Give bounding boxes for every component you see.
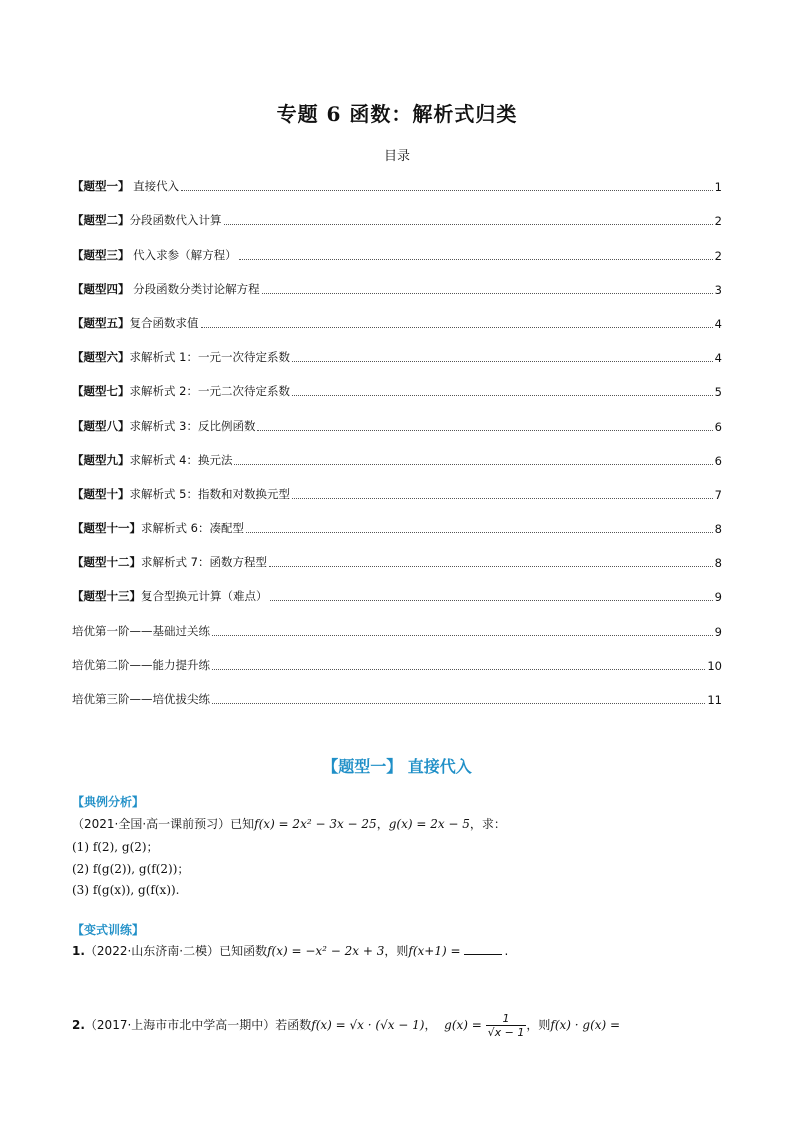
toc-item-text: 求解析式 1：一元一次待定系数 [129,350,290,365]
toc-leader-dots [212,634,713,636]
toc-item-tag: 【题型七】 [72,384,130,399]
toc-item-label [72,383,290,399]
toc-item-page: 8 [714,522,722,537]
example-ask: ，求： [469,817,506,831]
toc-item[interactable] [72,160,722,194]
practice-problem-1 [72,942,508,959]
toc-item-label [72,588,268,604]
toc-leader-dots [212,668,705,670]
toc-leader-dots [212,702,705,704]
example-g: g(x) = 2x − 5 [388,817,470,831]
toc-leader-dots [224,223,713,225]
toc-item-tag: 【题型二】 [72,213,130,228]
page-title: 专题 6 函数：解析式归类 [276,102,518,126]
toc-item-text: 复合函数求值 [129,315,199,330]
example-q2: (2) f(g(2)), g(f(2))； [72,862,190,876]
toc-leader-dots [239,258,713,260]
toc-item-tag: 【题型四】 [72,281,130,296]
p1-text: （2022·山东济南·二模）已知函数 [84,944,268,958]
toc-item-page: 6 [714,419,722,434]
example-problem: （2021·全国·高一课前预习）已知f(x) = 2x² − 3x − 25，g(x) = 2x − 5，求： [72,817,506,831]
toc-item-page: 2 [714,248,722,263]
toc-item-page: 9 [714,590,722,605]
toc-item-text: 求解析式 6：凑配型 [141,521,244,536]
toc-item-page: 4 [714,351,722,366]
toc-item-page: 6 [714,453,722,468]
toc-leader-dots [292,394,713,396]
toc-item[interactable] [72,639,722,673]
p1-math: f(x) = −x² − 2x + 3 [267,944,385,958]
toc-item-label [72,520,244,536]
toc-item-label [72,554,267,570]
toc-item[interactable] [72,263,722,297]
p2-text: （2017·上海市市北中学高一期中）若函数 [84,1018,312,1032]
toc-item-tag: 【题型一】 [72,179,130,194]
toc-item-page: 4 [714,316,722,331]
toc-item-label [72,691,210,707]
toc-item-page: 1 [714,180,722,195]
toc-item-text: 复合型换元计算（难点） [141,589,268,604]
toc-item[interactable] [72,331,722,365]
toc-item-text: 培优第三阶——培优拔尖练 [72,692,210,706]
p1-then: ，则 [384,944,409,958]
toc-item-page: 8 [714,556,722,571]
toc-item-label [72,452,232,468]
p2-then: ，则 [526,1018,551,1032]
toc-item-label [72,486,290,502]
toc-item-label [72,315,199,331]
toc-item[interactable] [72,399,722,433]
example-source: （2021·全国·高一课前预习）已知 [72,817,255,831]
p1-number: 1. [72,944,85,958]
p2-g: g(x) = [444,1018,482,1032]
toc-item-label [72,212,222,228]
toc-item-page: 9 [714,624,722,639]
toc-item-page: 7 [714,487,722,502]
toc-item[interactable] [72,604,722,638]
toc-item-tag: 【题型五】 [72,315,130,330]
toc-item-tag: 【题型十一】 [72,521,141,536]
toc-leader-dots [257,429,712,431]
toc-item-tag: 【题型八】 [72,418,130,433]
toc-leader-dots [201,326,713,328]
toc-item[interactable] [72,297,722,331]
toc-item-text: 求解析式 3：反比例函数 [129,418,256,433]
toc-item-label [72,349,290,365]
toc-item-page: 10 [707,658,722,673]
practice-problem-2: 2.（2017·上海市市北中学高一期中）若函数f(x) = √x · (√x − 1)， g(x) = $\frac{1}{√x - 1}$ ，则f(x) · g(x) = [72,1012,621,1039]
toc-item-page: 11 [707,693,722,707]
toc-item-label [72,247,237,263]
toc-heading: 目录 [383,149,410,164]
toc-leader-dots [181,189,713,191]
toc-item-text: 求解析式 2：一元二次待定系数 [129,384,290,399]
toc-item-text: 培优第二阶——能力提升练 [72,657,210,672]
toc-item-label [72,281,260,297]
toc-item[interactable] [72,673,722,707]
section-title: 【题型一】 直接代入 [322,757,472,776]
example-q3: (3) f(g(x)), g(f(x)). [72,883,180,897]
toc-item-text: 分段函数代入计算 [129,213,222,228]
toc-item-text: 求解析式 5：指数和对数换元型 [129,486,290,501]
p2-fraction [486,1012,527,1039]
toc-item[interactable] [72,502,722,536]
toc-item-label [72,623,210,639]
toc-item-text: 代入求参（解方程） [129,247,237,262]
toc-item[interactable] [72,365,722,399]
toc-item[interactable] [72,536,722,570]
example-q1: (1) f(2), g(2)； [72,840,159,854]
table-of-contents [72,160,722,707]
practice-label: 【变式训练】 [72,923,145,937]
toc-item-tag: 【题型六】 [72,350,130,365]
p2-number: 2. [72,1018,85,1032]
toc-item[interactable] [72,228,722,262]
toc-item-tag: 【题型三】 [72,247,130,262]
toc-item-text: 求解析式 7：函数方程型 [141,555,267,570]
p2-frac-num: 1 [502,1012,510,1025]
toc-leader-dots [269,565,713,567]
p2-math2: f(x) · g(x) = [550,1018,621,1032]
toc-item-text: 培优第一阶——基础过关练 [72,623,210,638]
toc-item-page: 2 [714,214,722,229]
toc-item-text: 直接代入 [129,179,180,194]
toc-item[interactable] [72,434,722,468]
toc-item-tag: 【题型十二】 [72,555,141,570]
p1-math2: f(x+1) = [408,944,461,958]
toc-item-label [72,178,179,194]
example-f: f(x) = 2x² − 3x − 25 [254,817,377,831]
p2-frac-den: √x − 1 [487,1026,525,1039]
toc-item-page: 3 [714,282,722,297]
p2-math: f(x) = √x · (√x − 1) [311,1018,425,1032]
toc-item-label [72,657,210,673]
toc-item-page: 5 [714,385,722,400]
toc-item-tag: 【题型九】 [72,452,130,467]
toc-leader-dots [246,531,713,533]
answer-blank[interactable] [464,954,502,955]
toc-item-tag: 【题型十】 [72,486,130,501]
toc-leader-dots [292,360,713,362]
toc-item[interactable] [72,194,722,228]
toc-leader-dots [292,497,713,499]
example-label: 【典例分析】 [72,795,145,809]
toc-leader-dots [270,599,713,601]
toc-item-text: 求解析式 4：换元法 [129,452,233,467]
toc-item-label [72,418,255,434]
toc-leader-dots [262,292,713,294]
toc-item[interactable] [72,468,722,502]
toc-leader-dots [234,463,712,465]
toc-item[interactable] [72,570,722,604]
p1-end: . [504,944,509,958]
toc-item-text: 分段函数分类讨论解方程 [129,281,260,296]
toc-item-tag: 【题型十三】 [72,589,141,604]
